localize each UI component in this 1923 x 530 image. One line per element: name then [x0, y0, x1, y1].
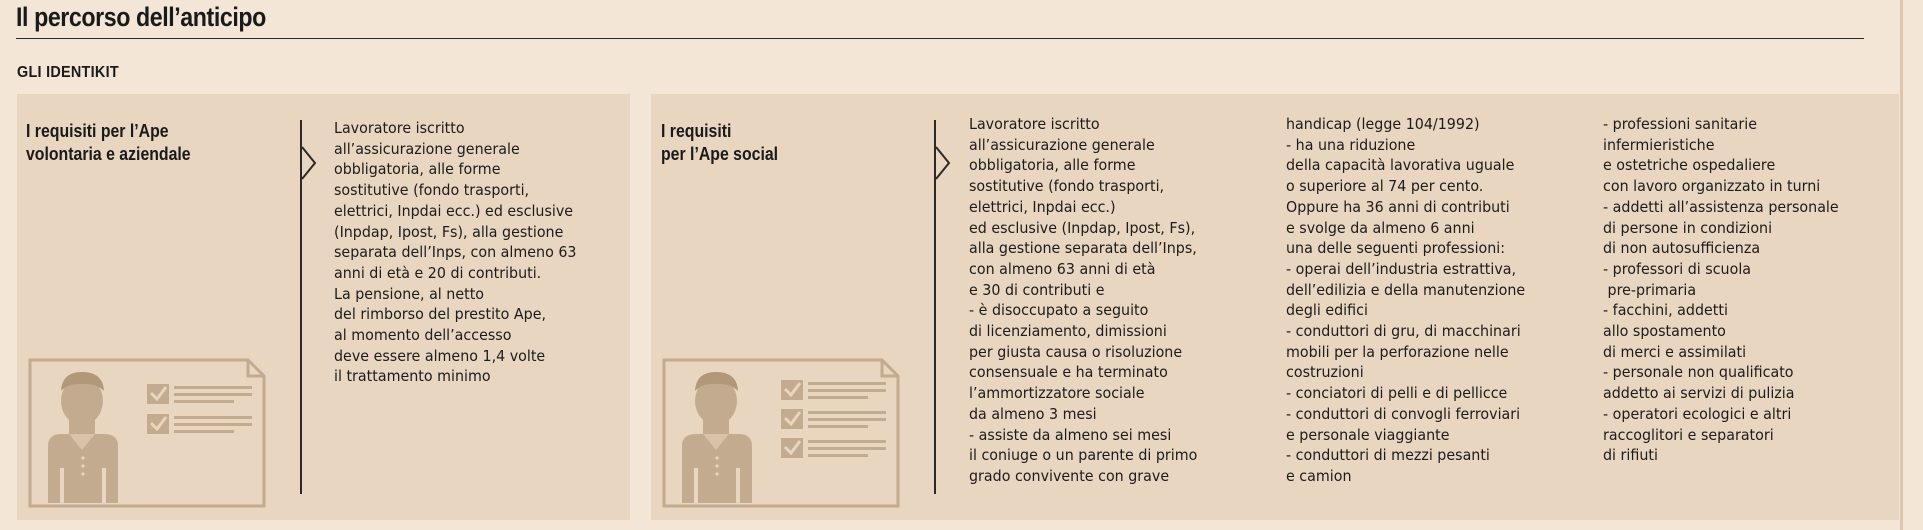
ape-social-panel — [651, 94, 1899, 520]
checkbox-checked-icon — [147, 384, 252, 434]
person-icon — [48, 372, 118, 503]
ape-social-requirements-col1: Lavoratore iscritto all’assicurazione generale obbligatoria, alle forme sostitutive (fondo trasporti, elettrici, Inpdai ecc.) ed esclusive (Inpdap, Ipost, Fs), alla gestione separata dell’Inps, con almeno 63 anni di età e 30 di contributi e - è disoccupato a seguito di licenziamento, dimissioni per giusta causa o risoluzione consensuale e ha terminato l’ammortizzatore sociale da almeno 3 mesi - assiste da almeno sei mesi il coniuge o un parente di primo grado convivente con grave — [969, 115, 1198, 485]
id-card-icon — [28, 358, 268, 510]
ape-volontaria-panel — [17, 94, 630, 520]
page-title: Il percorso dell’anticipo — [16, 2, 266, 32]
chevron-right-icon — [935, 146, 951, 180]
page-edge-strip — [1900, 0, 1903, 530]
id-card-icon — [662, 358, 902, 510]
ape-social-requirements-col2: handicap (legge 104/1992) - ha una riduzione della capacità lavorativa uguale o superiore al 74 per cento. Oppure ha 36 anni di contributi e svolge da almeno 6 anni una delle seguenti professioni: - operai dell’industria estrattiva, dell’edilizia e della manutenzione degli edifici - conduttori di gru, di macchinari mobili per la perforazione nelle costruzioni - conciatori di pelli e di pellicce - conduttori di convogli ferroviari e personale viaggiante - conduttori di mezzi pesanti e camion — [1286, 115, 1526, 485]
checkbox-checked-icon — [781, 380, 886, 458]
ape-volontaria-requirements: Lavoratore iscritto all’assicurazione generale obbligatoria, alle forme sostitutive (fondo trasporti, elettrici, Inpdai ecc.) ed esclusive (Inpdap, Ipost, Fs), alla gestione separata dell’Inps, con almeno 63 anni di età e 20 di contributi. La pensione, al netto del rimborso del prestito Ape, al momento dell’accesso deve essere almeno 1,4 volte il trattamento minimo — [334, 119, 577, 386]
title-divider — [16, 38, 1864, 39]
section-subtitle: GLI IDENTIKIT — [17, 64, 119, 81]
ape-volontaria-heading: I requisiti per l’Ape volontaria e aziendale — [26, 121, 191, 164]
person-icon — [682, 372, 752, 503]
ape-social-heading: I requisiti per l’Ape social — [661, 121, 779, 164]
ape-social-requirements-col3: - professioni sanitarie infermieristiche e ostetriche ospedaliere con lavoro organizzato in turni - addetti all’assistenza personale di persone in condizioni di non autosufficienza - professori di scuola pre-primaria - facchini, addetti allo spostamento di merci e assimilati - personale non qualificato addetto ai servizi di pulizia - operatori ecologici e altri raccoglitori e separatori di rifiuti — [1603, 115, 1839, 465]
chevron-right-icon — [301, 146, 317, 180]
